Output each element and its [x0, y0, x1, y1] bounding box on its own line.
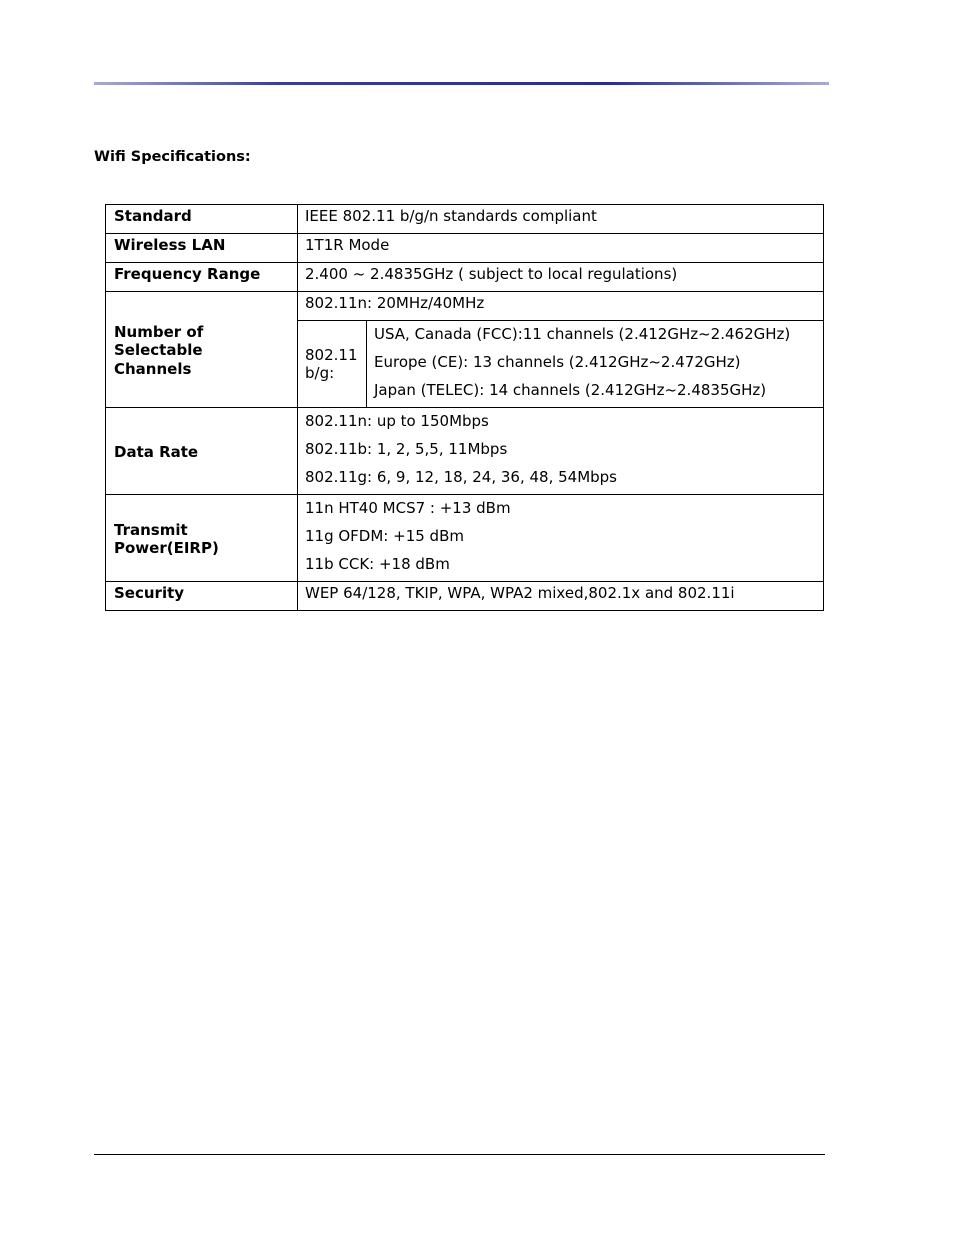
transmit-power-line: 11b CCK: +18 dBm [305, 555, 450, 573]
channels-bg-line: Japan (TELEC): 14 channels (2.412GHz~2.4835GHz) [374, 381, 767, 399]
transmit-power-line: 11g OFDM: +15 dBm [305, 527, 464, 545]
standard-value: IEEE 802.11 b/g/n standards compliant [298, 205, 824, 234]
channels-bg-cell [298, 321, 824, 408]
frequency-range-label: Frequency Range [106, 263, 298, 292]
channels-label: Number of Selectable Channels [106, 292, 298, 408]
table-row-wireless-lan [106, 234, 824, 263]
table-row-channels-n [106, 292, 824, 321]
security-label: Security [106, 582, 298, 611]
transmit-power-lines [298, 495, 824, 582]
data-rate-line: 802.11b: 1, 2, 5,5, 11Mbps [305, 440, 508, 458]
channels-bg-line: Europe (CE): 13 channels (2.412GHz~2.472GHz) [374, 353, 741, 371]
table-row-frequency-range [106, 263, 824, 292]
channels-bg-label: 802.11b/g: [298, 321, 367, 407]
data-rate-label: Data Rate [106, 408, 298, 495]
wifi-spec-table [105, 204, 824, 611]
wireless-lan-value: 1T1R Mode [298, 234, 824, 263]
channels-bg-line: USA, Canada (FCC):11 channels (2.412GHz~2.462GHz) [374, 325, 791, 343]
transmit-power-line: 11n HT40 MCS7 : +13 dBm [305, 499, 511, 517]
channels-bg-lines [367, 321, 824, 407]
footer-rule [94, 1154, 825, 1155]
channels-n-value: 802.11n: 20MHz/40MHz [298, 292, 824, 321]
section-title: Wifi Specifications: [94, 149, 251, 165]
table-row-security [106, 582, 824, 611]
frequency-range-value: 2.400 ~ 2.4835GHz ( subject to local regulations) [298, 263, 824, 292]
table-row-data-rate [106, 408, 824, 495]
transmit-power-label-text: Transmit Power(EIRP) [114, 520, 219, 557]
table-row-standard [106, 205, 824, 234]
table-row-transmit-power [106, 495, 824, 582]
header-rule [94, 82, 829, 85]
standard-label: Standard [106, 205, 298, 234]
data-rate-lines [298, 408, 824, 495]
security-value: WEP 64/128, TKIP, WPA, WPA2 mixed,802.1x and 802.11i [298, 582, 824, 611]
data-rate-line: 802.11g: 6, 9, 12, 18, 24, 36, 48, 54Mbps [305, 468, 617, 486]
channels-bg-subtable [298, 321, 823, 407]
data-rate-line: 802.11n: up to 150Mbps [305, 412, 489, 430]
wireless-lan-label: Wireless LAN [106, 234, 298, 263]
transmit-power-label [106, 495, 298, 582]
